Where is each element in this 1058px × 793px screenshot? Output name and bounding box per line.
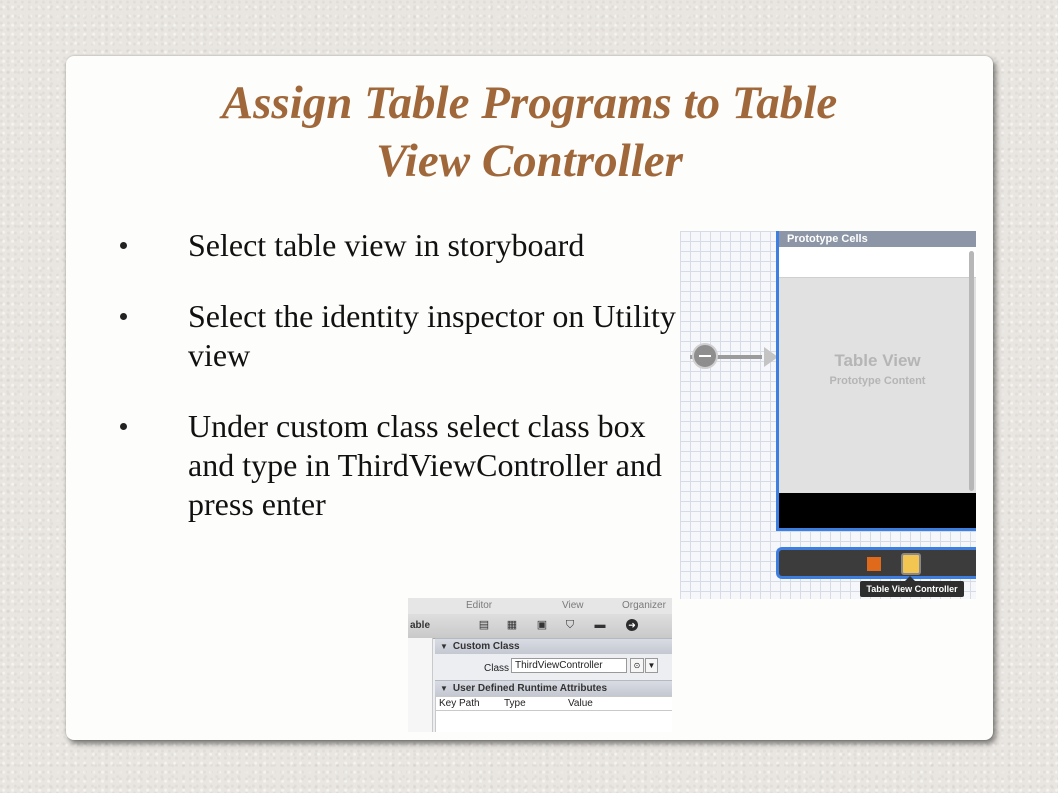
bullet-dot-icon	[120, 242, 127, 249]
menu-bar	[408, 598, 672, 614]
bullet-item	[106, 226, 676, 265]
bullet-dot-icon	[120, 313, 127, 320]
table-view-title: Table View	[834, 351, 921, 370]
table-header	[436, 697, 672, 711]
column-value[interactable]: Value	[568, 698, 593, 709]
column-key-path[interactable]: Key Path	[439, 698, 480, 709]
chevron-down-icon[interactable]: ▼	[645, 658, 658, 673]
identity-inspector	[408, 598, 672, 732]
connections-icon[interactable]: ➜	[626, 619, 638, 631]
scroll-indicator	[969, 251, 974, 491]
runtime-attributes-header[interactable]	[435, 680, 672, 696]
inspector-toolbar	[408, 614, 672, 639]
first-responder-icon[interactable]	[867, 557, 881, 571]
bullet-text: Select table view in storyboard	[188, 227, 585, 263]
table-view[interactable]	[776, 231, 976, 531]
tooltip: Table View Controller	[860, 581, 964, 597]
slide-title	[66, 74, 993, 190]
scene-dock[interactable]	[776, 547, 976, 579]
prototype-cells-header: Prototype Cells	[779, 231, 976, 247]
left-strip	[408, 638, 433, 732]
menu-view[interactable]: View	[562, 600, 584, 611]
identity-icon[interactable]: ▣	[536, 619, 548, 631]
go-to-class-icon[interactable]: ⊙	[630, 658, 644, 673]
runtime-attributes-table[interactable]	[435, 696, 672, 732]
bullet-text: Under custom class select class box and type in ThirdViewController and press enter	[188, 408, 662, 522]
segue-icon[interactable]	[692, 343, 718, 369]
bullet-dot-icon	[120, 423, 127, 430]
title-line-1: Assign Table Programs to Table	[221, 77, 838, 129]
bullet-text: Select the identity inspector on Utility view	[188, 298, 676, 373]
disclosure-triangle-icon[interactable]: ▼	[440, 642, 448, 651]
bullet-list	[106, 226, 676, 556]
title-line-2: View Controller	[376, 135, 683, 187]
table-view-controller-icon[interactable]	[901, 553, 921, 575]
storyboard-canvas[interactable]	[680, 231, 976, 599]
disclosure-triangle-icon[interactable]: ▼	[440, 684, 448, 693]
menu-organizer[interactable]: Organizer	[622, 600, 666, 611]
toolbar-label: able	[410, 620, 431, 631]
custom-class-label: Custom Class	[452, 641, 520, 652]
size-icon[interactable]: ▬	[594, 619, 606, 631]
menu-editor[interactable]: Editor	[466, 600, 493, 611]
attributes-icon[interactable]: ⛉	[565, 619, 575, 631]
slide	[66, 56, 993, 740]
column-type[interactable]: Type	[504, 698, 526, 709]
custom-class-header[interactable]	[435, 638, 672, 654]
quick-help-icon[interactable]: ▦	[506, 619, 518, 631]
runtime-attributes-label: User Defined Runtime Attributes	[452, 683, 608, 694]
class-label: Class	[484, 663, 510, 674]
bullet-item	[106, 407, 676, 524]
class-input[interactable]: ThirdViewController	[511, 658, 627, 673]
file-icon[interactable]: ▤	[478, 619, 490, 631]
bullet-item	[106, 297, 676, 375]
prototype-cell[interactable]	[779, 247, 976, 278]
bottom-bar	[779, 493, 976, 528]
table-view-subtitle: Prototype Content	[829, 375, 926, 387]
